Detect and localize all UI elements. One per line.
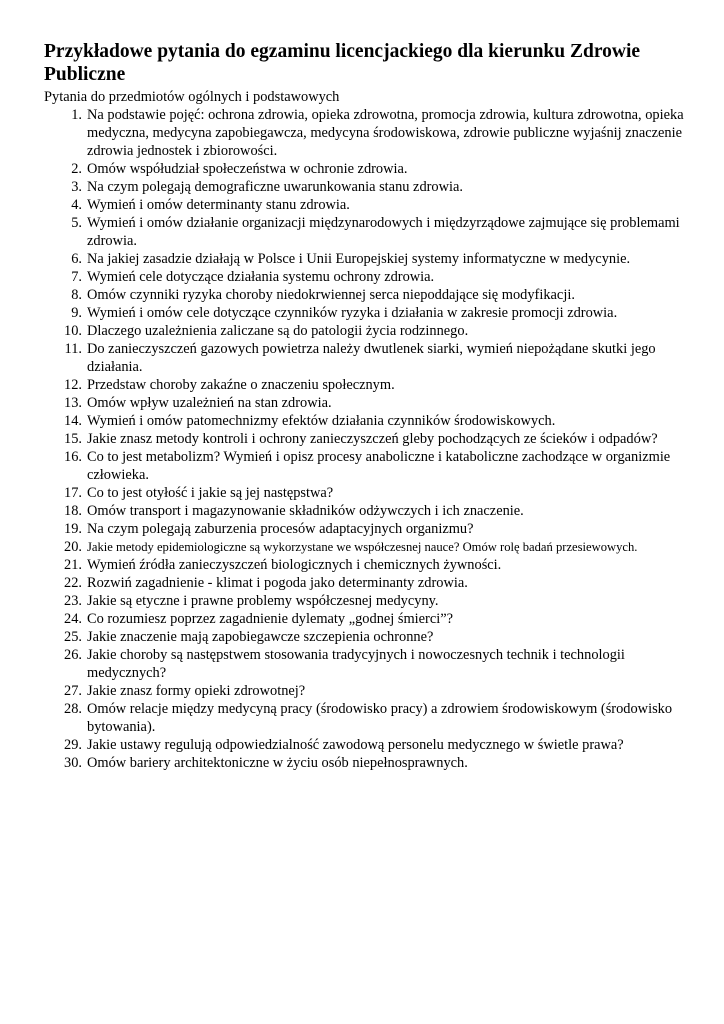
list-item	[44, 736, 684, 754]
question-number: 27.	[64, 683, 82, 699]
question-list	[44, 106, 684, 772]
question-text: Wymień cele dotyczące działania systemu ochrony zdrowia.	[87, 269, 435, 285]
document-page	[44, 40, 684, 772]
question-text: Wymień i omów cele dotyczące czynników ryzyka i działania w zakresie promocji zdrowia.	[87, 305, 618, 321]
list-item	[44, 448, 684, 484]
list-item	[44, 304, 684, 322]
question-text: Jakie ustawy regulują odpowiedzialność zawodową personelu medycznego w świetle prawa?	[87, 737, 624, 753]
list-item	[44, 250, 684, 268]
question-number: 10.	[64, 323, 82, 339]
list-item	[44, 520, 684, 538]
list-item	[44, 178, 684, 196]
question-number: 7.	[71, 269, 82, 285]
question-number: 11.	[64, 341, 82, 357]
question-text: Jakie znasz metody kontroli i ochrony zanieczyszczeń gleby pochodzących ze ścieków i odpadów?	[87, 431, 658, 447]
question-number: 17.	[64, 485, 82, 501]
question-text: Omów wpływ uzależnień na stan zdrowia.	[87, 395, 332, 411]
question-number: 26.	[64, 647, 82, 663]
question-text: Wymień źródła zanieczyszczeń biologicznych i chemicznych żywności.	[87, 557, 502, 573]
question-number: 14.	[64, 413, 82, 429]
list-item	[44, 322, 684, 340]
question-number: 5.	[71, 215, 82, 231]
list-item	[44, 286, 684, 304]
list-item	[44, 538, 684, 556]
question-number: 19.	[64, 521, 82, 537]
list-item	[44, 484, 684, 502]
question-text: Rozwiń zagadnienie - klimat i pogoda jako determinanty zdrowia.	[87, 575, 468, 591]
question-number: 1.	[71, 107, 82, 123]
document-subtitle: Pytania do przedmiotów ogólnych i podstawowych	[44, 89, 340, 105]
question-text: Jakie znasz formy opieki zdrowotnej?	[87, 683, 306, 699]
question-text: Jakie znaczenie mają zapobiegawcze szczepienia ochronne?	[87, 629, 434, 645]
list-item	[44, 106, 684, 160]
document-title: Przykładowe pytania do egzaminu licencjackiego dla kierunku Zdrowie Publiczne	[44, 41, 641, 85]
list-item	[44, 628, 684, 646]
question-text: Omów relacje między medycyną pracy (środowisko pracy) a zdrowiem środowiskowym (środowisko bytowania).	[87, 701, 673, 735]
question-text: Omów transport i magazynowanie składników odżywczych i ich znaczenie.	[87, 503, 524, 519]
question-number: 22.	[64, 575, 82, 591]
question-text: Do zanieczyszczeń gazowych powietrza należy dwutlenek siarki, wymień niepożądane skutki jego działania.	[87, 341, 656, 375]
question-text: Omów czynniki ryzyka choroby niedokrwiennej serca niepoddające się modyfikacji.	[87, 287, 575, 303]
question-text: Omów współudział społeczeństwa w ochronie zdrowia.	[87, 161, 408, 177]
question-text: Co rozumiesz poprzez zagadnienie dylematy „godnej śmierci”?	[87, 611, 454, 627]
question-number: 8.	[71, 287, 82, 303]
question-number: 25.	[64, 629, 82, 645]
question-text: Co to jest otyłość i jakie są jej następstwa?	[87, 485, 334, 501]
list-item	[44, 574, 684, 592]
list-item	[44, 268, 684, 286]
list-item	[44, 196, 684, 214]
list-item	[44, 682, 684, 700]
list-item	[44, 700, 684, 736]
question-number: 18.	[64, 503, 82, 519]
question-text: Jakie metody epidemiologiczne są wykorzystane we współczesnej nauce? Omów rolę badań przesiewowych.	[87, 540, 638, 554]
question-text: Omów bariery architektoniczne w życiu osób niepełnosprawnych.	[87, 755, 468, 771]
question-number: 13.	[64, 395, 82, 411]
question-text: Wymień i omów działanie organizacji międzynarodowych i międzyrządowe zajmujące się problemami zdrowia.	[87, 215, 680, 249]
list-item	[44, 394, 684, 412]
question-text: Dlaczego uzależnienia zaliczane są do patologii życia rodzinnego.	[87, 323, 469, 339]
question-number: 29.	[64, 737, 82, 753]
list-item	[44, 646, 684, 682]
question-number: 30.	[64, 755, 82, 771]
question-number: 2.	[71, 161, 82, 177]
list-item	[44, 502, 684, 520]
list-item	[44, 754, 684, 772]
question-number: 20.	[64, 539, 82, 555]
question-number: 21.	[64, 557, 82, 573]
question-text: Wymień i omów patomechnizmy efektów działania czynników środowiskowych.	[87, 413, 556, 429]
question-number: 28.	[64, 701, 82, 717]
question-number: 16.	[64, 449, 82, 465]
question-number: 23.	[64, 593, 82, 609]
list-item	[44, 592, 684, 610]
list-item	[44, 430, 684, 448]
question-text: Jakie choroby są następstwem stosowania tradycyjnych i nowoczesnych technik i technologii medycznych?	[87, 647, 625, 681]
list-item	[44, 160, 684, 178]
list-item	[44, 610, 684, 628]
question-text: Na jakiej zasadzie działają w Polsce i Unii Europejskiej systemy informatyczne w medycynie.	[87, 251, 631, 267]
question-number: 12.	[64, 377, 82, 393]
list-item	[44, 412, 684, 430]
question-text: Na czym polegają zaburzenia procesów adaptacyjnych organizmu?	[87, 521, 474, 537]
question-text: Na podstawie pojęć: ochrona zdrowia, opieka zdrowotna, promocja zdrowia, kultura zdrowotna, opieka medyczna, medycyna zapobiegawcza, medycyna środowiskowa, zdrowie publiczne wyjaśnij znaczenie zdrowia jednostek i zbiorowości.	[87, 107, 684, 159]
question-number: 4.	[71, 197, 82, 213]
question-number: 6.	[71, 251, 82, 267]
question-number: 15.	[64, 431, 82, 447]
question-text: Wymień i omów determinanty stanu zdrowia.	[87, 197, 350, 213]
question-number: 9.	[71, 305, 82, 321]
list-item	[44, 214, 684, 250]
list-item	[44, 556, 684, 574]
list-item	[44, 340, 684, 376]
list-item	[44, 376, 684, 394]
question-number: 24.	[64, 611, 82, 627]
question-text: Na czym polegają demograficzne uwarunkowania stanu zdrowia.	[87, 179, 463, 195]
question-number: 3.	[71, 179, 82, 195]
question-text: Jakie są etyczne i prawne problemy współczesnej medycyny.	[87, 593, 439, 609]
question-text: Przedstaw choroby zakaźne o znaczeniu społecznym.	[87, 377, 395, 393]
question-text: Co to jest metabolizm? Wymień i opisz procesy anaboliczne i kataboliczne zachodzące w organizmie człowieka.	[87, 449, 671, 483]
